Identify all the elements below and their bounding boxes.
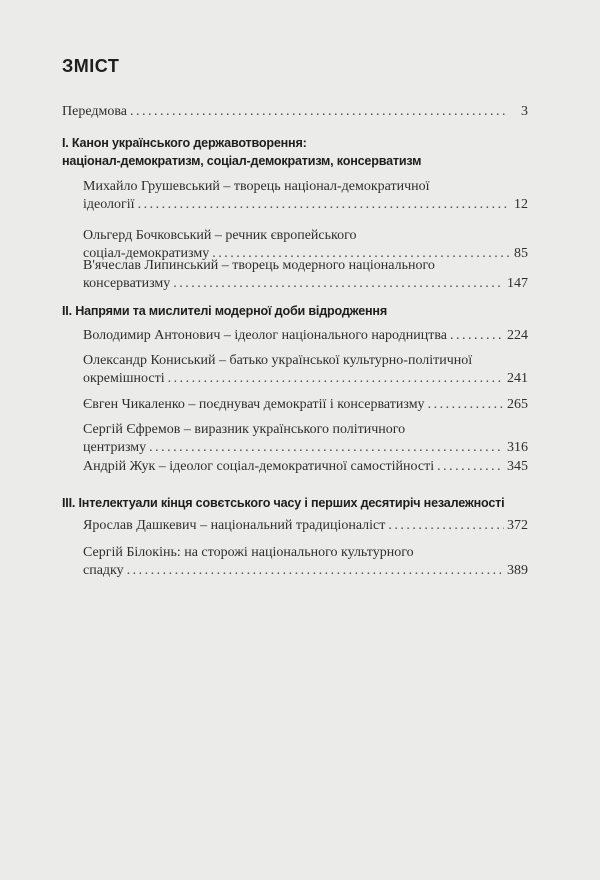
dot-leader	[149, 439, 504, 457]
page-number: 3	[521, 104, 528, 119]
entry-text: Сергій Єфремов – виразник українського політичного	[83, 422, 406, 437]
entry-text: Олександр Кониський – батько української культурно-політичної	[83, 353, 473, 368]
page-number: 12	[514, 197, 528, 212]
toc-entry[interactable]	[83, 178, 528, 214]
entry-text: спадку	[83, 563, 124, 578]
dot-leader	[428, 396, 504, 414]
entry-text: ідеології	[83, 197, 135, 212]
page-number: 85	[514, 246, 528, 261]
toc-entry[interactable]	[83, 327, 528, 345]
dot-leader	[437, 458, 504, 476]
entry-text: Андрій Жук – ідеолог соціал-демократичної самостійності	[83, 459, 435, 474]
entry-text: Ярослав Дашкевич – національний традиціоналіст	[83, 518, 386, 533]
section-heading-3: III. Інтелектуали кінця совєтського часу і перших десятиріч незалежності	[62, 496, 505, 510]
toc-entry[interactable]	[83, 421, 528, 457]
entry-text: В'ячеслав Липинський – творець модерного національного	[83, 258, 435, 273]
page-number: 147	[507, 276, 528, 291]
page-number: 345	[507, 459, 528, 474]
section-heading-1: I. Канон українського державотворення: націонал-демократизм, соціал-демократизм, консерватизм	[62, 136, 422, 168]
entry-text: Ольгерд Бочковський – речник європейського	[83, 228, 357, 243]
toc-entry-preface[interactable]	[62, 103, 528, 121]
entry-text: окремішності	[83, 371, 165, 386]
entry-text: соціал-демократизму	[83, 246, 210, 261]
entry-text: консерватизму	[83, 276, 171, 291]
toc-entry[interactable]	[83, 544, 528, 580]
dot-leader	[388, 517, 504, 535]
toc-entry[interactable]	[83, 257, 528, 293]
entry-text: Володимир Антонович – ідеолог національного народництва	[83, 328, 447, 343]
page-number: 372	[507, 518, 528, 533]
page-number: 265	[507, 397, 528, 412]
section-heading-2: II. Напрями та мислителі модерної доби відродження	[62, 304, 387, 318]
toc-entry[interactable]	[83, 517, 528, 535]
entry-text: Михайло Грушевський – творець націонал-демократичної	[83, 179, 430, 194]
entry-text: центризму	[83, 440, 147, 455]
dot-leader	[450, 327, 504, 345]
page-number: 241	[507, 371, 528, 386]
dot-leader	[138, 196, 509, 214]
page-number: 316	[507, 440, 528, 455]
entry-text: Євген Чикаленко – поєднувач демократії і консерватизму	[83, 397, 425, 412]
toc-entry[interactable]	[83, 352, 528, 388]
page-number: 389	[507, 563, 528, 578]
dot-leader	[127, 562, 504, 580]
page-title: ЗМІСТ	[62, 56, 120, 76]
entry-text: Сергій Білокінь: на сторожі національного культурного	[83, 545, 414, 560]
toc-entry[interactable]	[83, 396, 528, 414]
dot-leader	[173, 275, 504, 293]
entry-text: Передмова	[62, 104, 127, 119]
page-number: 224	[507, 328, 528, 343]
toc-entry[interactable]	[83, 458, 528, 476]
dot-leader	[130, 103, 509, 121]
dot-leader	[168, 370, 504, 388]
